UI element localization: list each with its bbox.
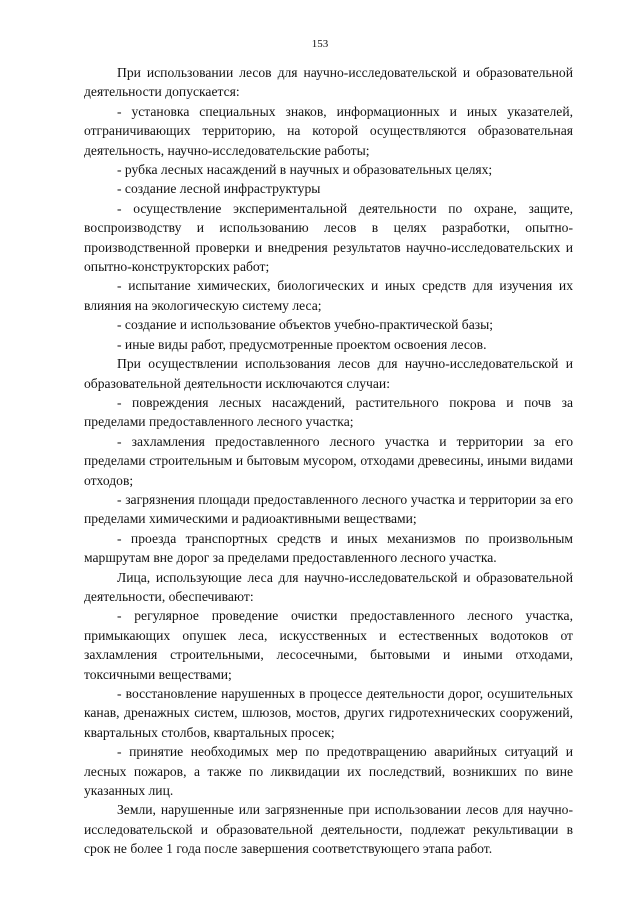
paragraph: При осуществлении использования лесов для научно-исследовательской и образовательной деятельности исключаются случаи: — [84, 356, 573, 391]
paragraph: - повреждения лесных насаждений, растительного покрова и почв за пределами предоставленного лесного участка; — [84, 394, 573, 430]
paragraph: - установка специальных знаков, информационных и иных указателей, отграничивающих территорию, на которой осуществляются образовательная деятельность, научно-исследовательские работы; — [84, 103, 573, 158]
paragraph: - испытание химических, биологических и иных средств для изучения их влияния на экологическую систему леса; — [84, 278, 573, 313]
paragraph: - осуществление экспериментальной деятельности по охране, защите, воспроизводству и использованию лесов в целях разработки, опытно-производственной проверки и внедрения результатов научно-исследовательских и опытно-конструкторских работ; — [84, 200, 573, 275]
paragraph: - восстановление нарушенных в процессе деятельности дорог, осушительных канав, дренажных систем, шлюзов, мостов, других гидротехнических сооружений, квартальных столбов, квартальных просек; — [84, 686, 573, 740]
paragraph: - рубка лесных насаждений в научных и образовательных целях; — [117, 162, 493, 178]
paragraph: - захламления предоставленного лесного участка и территории за его пределами строительным и бытовым мусором, отходами древесины, иными видами отходов; — [84, 433, 573, 488]
paragraph: - загрязнения площади предоставленного лесного участка и территории за его пределами химическими и радиоактивными веществами; — [84, 491, 573, 527]
paragraph: - создание лесной инфраструктуры — [117, 181, 321, 197]
paragraph: - принятие необходимых мер по предотвращению аварийных ситуаций и лесных пожаров, а также по ликвидации их последствий, возникших по вине указанных лиц. — [84, 744, 573, 799]
paragraph: Лица, использующие леса для научно-исследовательской и образовательной деятельности, обеспечивают: — [84, 569, 573, 604]
page-number: 153 — [311, 38, 329, 50]
paragraph: - создание и использование объектов учебно-практической базы; — [117, 317, 494, 333]
paragraph: - регулярное проведение очистки предоставленного лесного участка, примыкающих опушек леса, искусственных и естественных водотоков от захламления строительными, лесосечными, бытовыми и иными отходами, токсичными веществами; — [84, 608, 573, 682]
paragraph: - иные виды работ, предусмотренные проектом освоения лесов. — [117, 336, 487, 352]
paragraph: - проезда транспортных средств и иных механизмов по произвольным маршрутам вне дорог за пределами предоставленного лесного участка. — [84, 530, 573, 566]
paragraph: При использовании лесов для научно-исследовательской и образовательной деятельности допускается: — [84, 65, 573, 100]
body-text — [84, 63, 573, 859]
paragraph: Земли, нарушенные или загрязненные при использовании лесов для научно-исследовательской и образовательной деятельности, подлежат рекультивации в срок не более 1 года после завершения соответствующего этапа работ. — [84, 802, 573, 857]
